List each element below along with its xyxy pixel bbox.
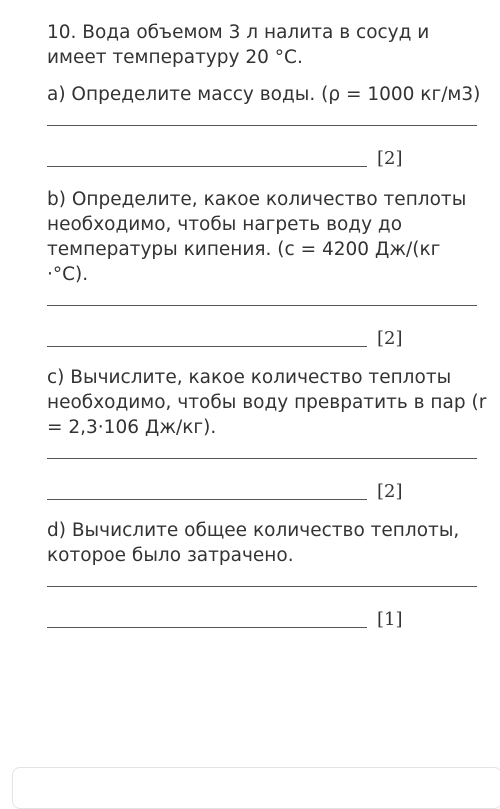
part-a-score: [2]: [377, 148, 403, 169]
part-b-text: b) Определите, какое количество теплоты необходимо, чтобы нагреть воду до температуры кипения. (c = 4200 Дж/(кг ·°С).: [47, 189, 467, 285]
part-b-score: [2]: [377, 328, 403, 349]
part-c-score: [2]: [377, 481, 403, 502]
worksheet: [47, 20, 487, 646]
answer-line: [47, 586, 477, 587]
part-b: [47, 187, 487, 349]
answer-input-panel[interactable]: [12, 767, 500, 809]
score-row: [47, 609, 487, 630]
score-row: [47, 148, 487, 169]
part-c-text: c) Вычислите, какое количество теплоты необходимо, чтобы воду превратить в пар (r = 2,3·106 Дж/кг).: [47, 367, 487, 438]
answer-line-short: [47, 346, 367, 347]
score-row: [47, 481, 487, 502]
problem-title: 10. Вода объемом 3 л налита в сосуд и имеет температуру 20 °С.: [47, 22, 430, 68]
part-a: [47, 82, 487, 169]
answer-line-short: [47, 499, 367, 500]
part-d: [47, 518, 487, 630]
answer-line-short: [47, 627, 367, 628]
part-d-text: d) Вычислите общее количество теплоты, которое было затрачено.: [47, 520, 460, 566]
part-a-text: a) Определите массу воды. (ρ = 1000 кг/м3): [47, 84, 481, 105]
part-c: [47, 365, 487, 502]
answer-line-short: [47, 166, 367, 167]
answer-line: [47, 458, 477, 459]
part-d-score: [1]: [377, 609, 403, 630]
score-row: [47, 328, 487, 349]
answer-line: [47, 305, 477, 306]
answer-line: [47, 125, 477, 126]
